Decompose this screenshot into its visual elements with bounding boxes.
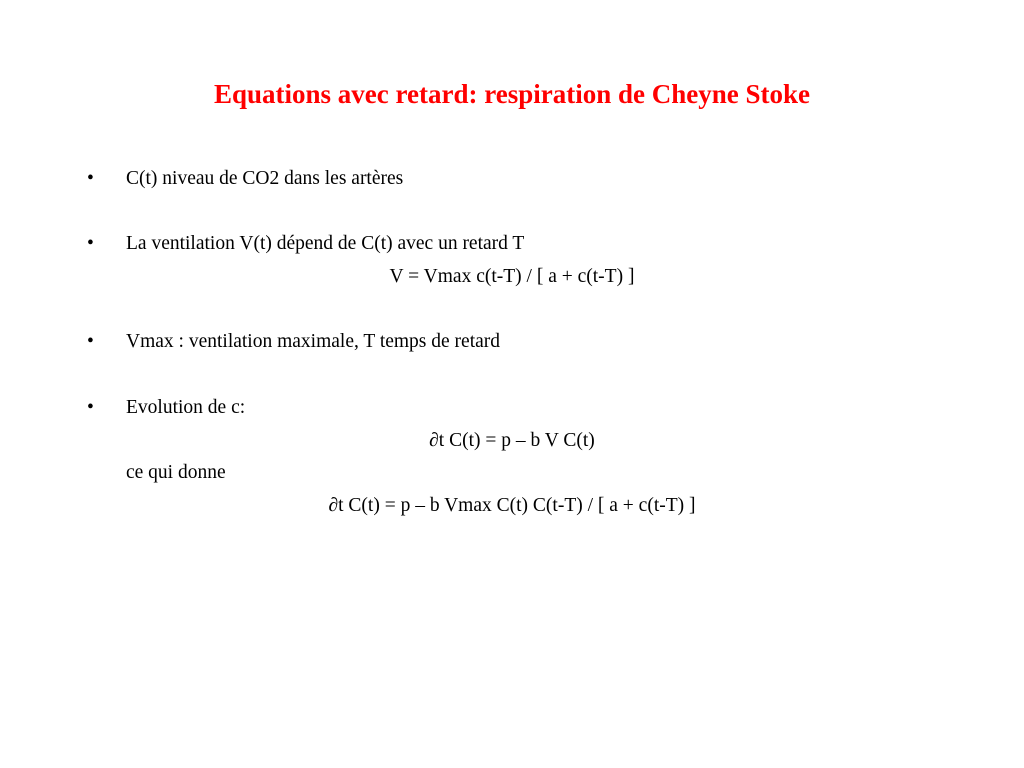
slide-title: Equations avec retard: respiration de Cheyne Stoke	[214, 79, 810, 109]
bullet-text: Vmax : ventilation maximale, T temps de retard	[126, 331, 501, 352]
bullet-text: Evolution de c:	[126, 397, 246, 418]
bullet-dot: •	[87, 168, 94, 189]
evolution-equation: ∂t C(t) = p – b V C(t)	[429, 430, 595, 451]
bullet-dot: •	[87, 397, 94, 418]
delayed-evolution-equation: ∂t C(t) = p – b Vmax C(t) C(t-T) / [ a + c(t-T) ]	[328, 495, 696, 516]
bullet-text: C(t) niveau de CO2 dans les artères	[126, 168, 404, 189]
ventilation-equation: V = Vmax c(t-T) / [ a + c(t-T) ]	[389, 266, 635, 287]
bullet-text: La ventilation V(t) dépend de C(t) avec un retard T	[126, 233, 525, 254]
bullet-dot: •	[87, 331, 94, 352]
continuation-text: ce qui donne	[126, 462, 226, 483]
bullet-dot: •	[87, 233, 94, 254]
